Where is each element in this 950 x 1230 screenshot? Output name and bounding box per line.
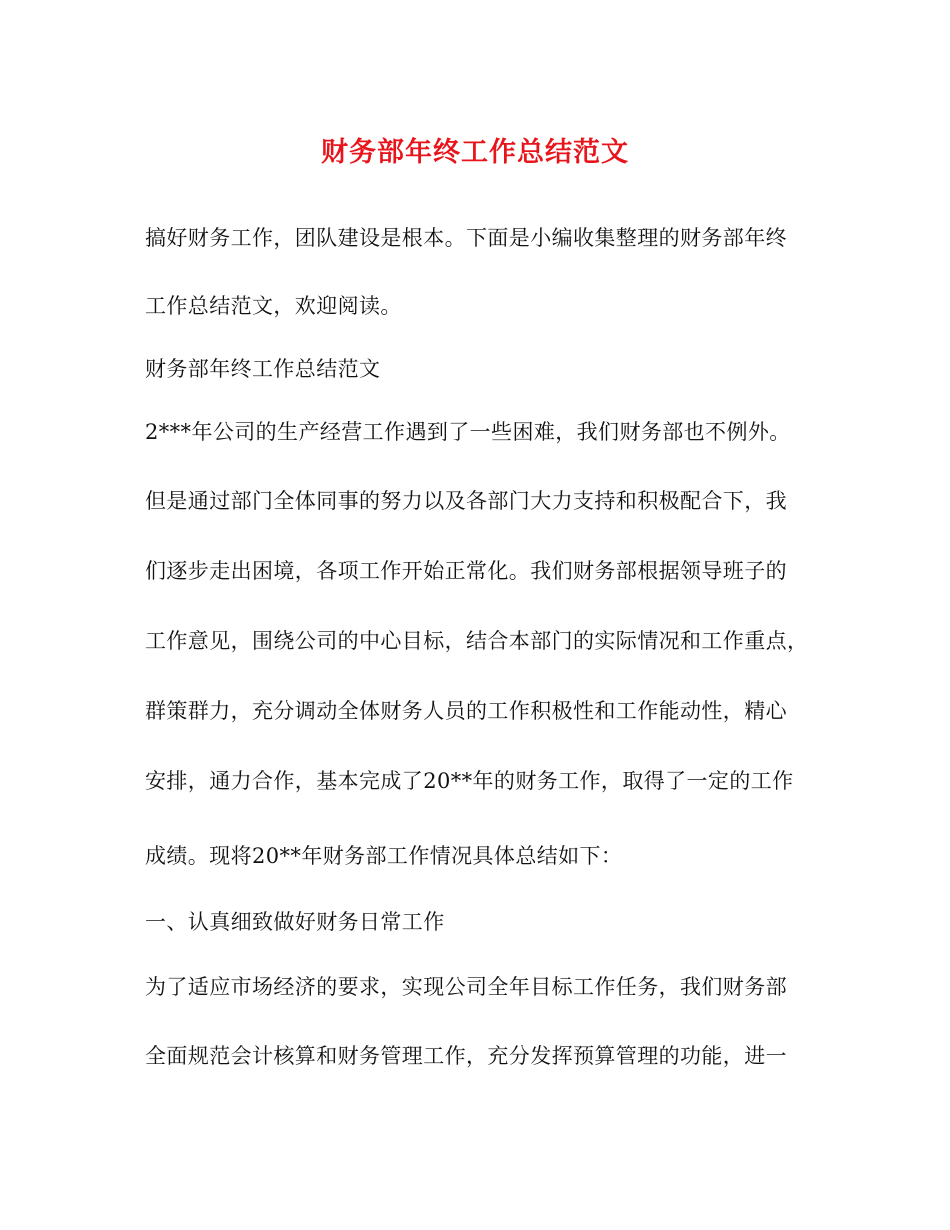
paragraph-line-10: 成绩。现将20**年财务部工作情况具体总结如下： xyxy=(145,844,623,868)
paragraph-line-1: 搞好财务工作，团队建设是根本。下面是小编收集整理的财务部年终 xyxy=(145,226,787,250)
paragraph-line-9: 安排，通力合作，基本完成了20**年的财务工作，取得了一定的工作 xyxy=(145,769,794,793)
paragraph-line-4: 2***年公司的生产经营工作遇到了一些困难，我们财务部也不例外。 xyxy=(145,420,791,444)
section-heading: 财务部年终工作总结范文 xyxy=(145,357,381,381)
paragraph-line-6: 们逐步走出困境，各项工作开始正常化。我们财务部根据领导班子的 xyxy=(145,559,787,583)
paragraph-line-7: 工作意见，围绕公司的中心目标，结合本部门的实际情况和工作重点， xyxy=(145,629,809,653)
paragraph-line-5: 但是通过部门全体同事的努力以及各部门大力支持和积极配合下，我 xyxy=(145,489,787,513)
paragraph-line-8: 群策群力，充分调动全体财务人员的工作积极性和工作能动性，精心 xyxy=(145,699,787,723)
paragraph-line-2: 工作总结范文，欢迎阅读。 xyxy=(145,294,402,318)
paragraph-line-13: 全面规范会计核算和财务管理工作，充分发挥预算管理的功能，进一 xyxy=(145,1044,787,1068)
subsection-heading: 一、认真细致做好财务日常工作 xyxy=(145,910,445,934)
paragraph-line-12: 为了适应市场经济的要求，实现公司全年目标工作任务，我们财务部 xyxy=(145,975,787,999)
document-title: 财务部年终工作总结范文 xyxy=(321,137,629,168)
